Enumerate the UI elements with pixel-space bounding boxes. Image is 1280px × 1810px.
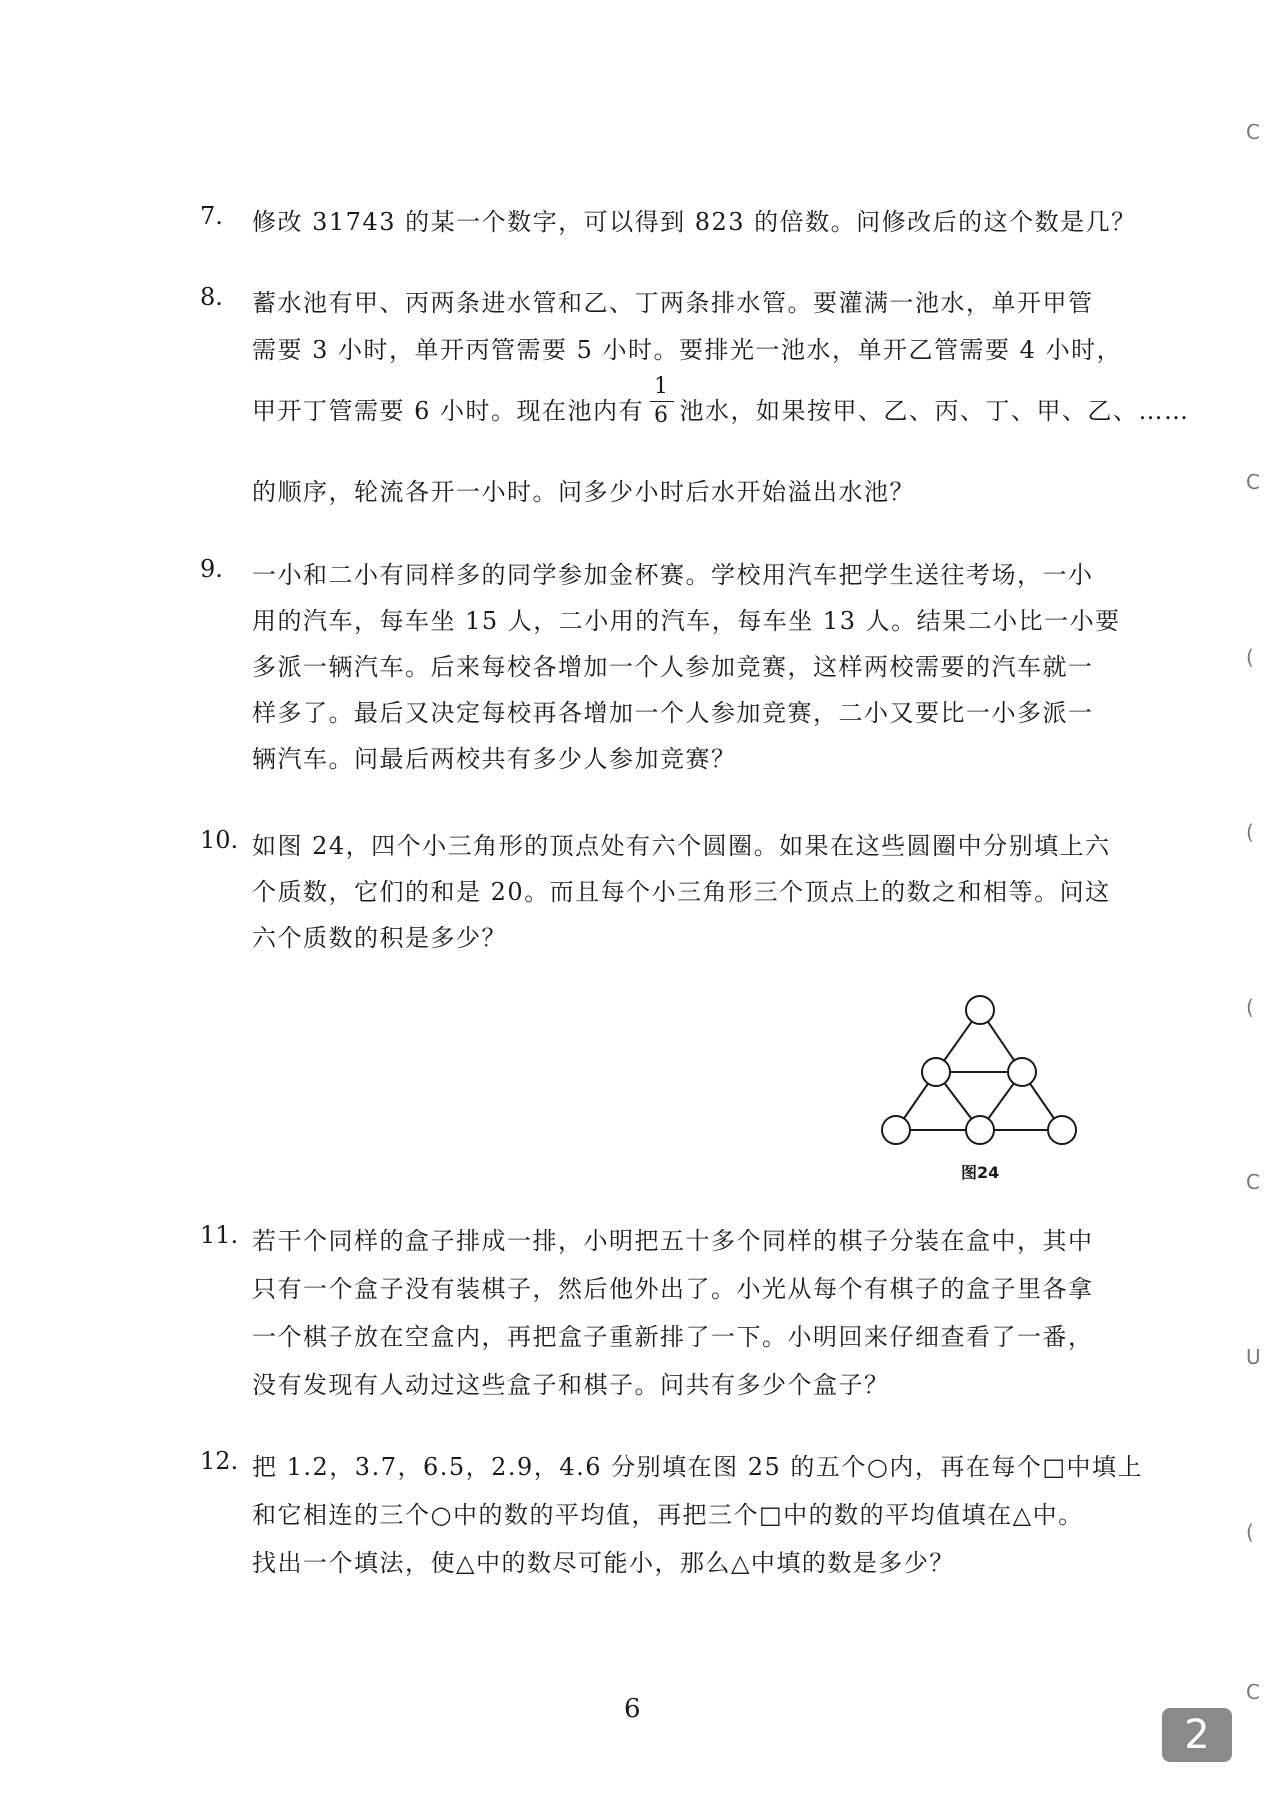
question-text: 一个棋子放在空盒内，再把盒子重新排了一下。小明回来仔细查看了一番， [252,1323,1094,1351]
page-number: 6 [624,1694,641,1724]
question-text: 若干个同样的盒子排成一排，小明把五十多个同样的棋子分装在盒中，其中 [252,1227,1094,1255]
binding-mark: ( [1246,1520,1254,1544]
question-number: 12. [200,1447,239,1475]
question-text: 找出一个填法，使△中的数尽可能小，那么△中填的数是多少？ [252,1549,955,1577]
question-text: 辆汽车。问最后两校共有多少人参加竞赛？ [252,745,737,773]
figure-24 [876,992,1086,1182]
question-text: 六个质数的积是多少？ [252,924,507,952]
fraction-denominator: 6 [654,403,670,428]
fraction [650,373,674,430]
circle-bottom-left [882,1116,910,1144]
question-number: 11. [200,1221,239,1249]
binding-mark: C [1246,120,1260,144]
binding-mark: C [1246,470,1260,494]
figure-caption: 图24 [961,1163,1000,1182]
question-text: 的顺序，轮流各开一小时。问多少小时后水开始溢出水池？ [252,478,915,506]
question-text-with-fraction: 甲开丁管需要 6 小时。现在池内有 $\frac{1}{6}$ 池水，如果按甲、乙、丙、丁、甲、乙、…… [252,374,1190,428]
question-text: 个质数，它们的和是 20。而且每个小三角形三个顶点上的数之和相等。问这 [252,878,1111,906]
question-text: 和它相连的三个○中的数的平均值，再把三个□中的数的平均值填在△中。 [252,1501,1084,1529]
binding-mark: C [1246,1170,1260,1194]
binding-mark: ( [1246,995,1254,1019]
question-text: 需要 3 小时，单开丙管需要 5 小时。要排光一池水，单开乙管需要 4 小时， [252,336,1123,364]
triangle-circles-diagram [876,992,1086,1157]
question-number: 9. [200,555,223,583]
binding-mark: U [1246,1345,1261,1369]
question-text: 没有发现有人动过这些盒子和棋子。问共有多少个盒子？ [252,1371,890,1399]
circle-bottom-mid [966,1116,994,1144]
binding-mark: ( [1246,645,1254,669]
question-text: 修改 31743 的某一个数字，可以得到 823 的倍数。问修改后的这个数是几？ [252,208,1137,236]
circle-top [966,996,994,1024]
question-text: 多派一辆汽车。后来每校各增加一个人参加竞赛，这样两校需要的汽车就一 [252,653,1094,681]
question-text: 用的汽车，每车坐 15 人，二小用的汽车，每车坐 13 人。结果二小比一小要 [252,607,1121,635]
question-text: 如图 24，四个小三角形的顶点处有六个圆圈。如果在这些圆圈中分别填上六 [252,832,1111,860]
binding-mark: ( [1246,820,1254,844]
fraction-numerator: 1 [650,373,674,402]
question-number: 7. [200,202,223,230]
question-text: 一小和二小有同样多的同学参加金杯赛。学校用汽车把学生送往考场，一小 [252,561,1094,589]
question-number: 8. [200,283,223,311]
circle-mid-right [1008,1058,1036,1086]
question-text: 把 1.2，3.7，6.5，2.9，4.6 分别填在图 25 的五个○内，再在每个□中填上 [252,1453,1144,1481]
circle-mid-left [922,1058,950,1086]
binding-mark: C [1246,1680,1260,1704]
question-text: 蓄水池有甲、丙两条进水管和乙、丁两条排水管。要灌满一池水，单开甲管 [252,289,1094,317]
question-text: 只有一个盒子没有装棋子，然后他外出了。小光从每个有棋子的盒子里各拿 [252,1275,1094,1303]
question-text: 样多了。最后又决定每校再各增加一个人参加竞赛，二小又要比一小多派一 [252,699,1094,727]
corner-tab: 2 [1162,1708,1232,1762]
circle-bottom-right [1048,1116,1076,1144]
question-number: 10. [200,826,239,854]
